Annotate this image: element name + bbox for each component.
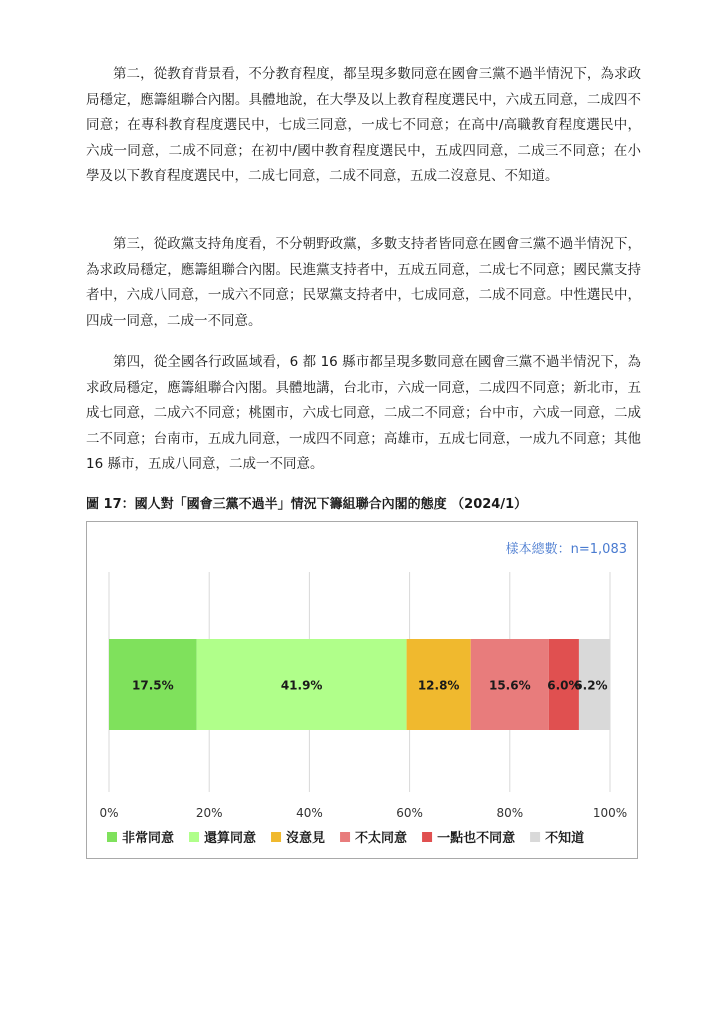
- x-tick-label: 80%: [496, 806, 524, 820]
- stacked-bar-chart: [87, 522, 637, 858]
- x-tick-label: 0%: [99, 806, 119, 820]
- x-tick-label: 20%: [195, 806, 223, 820]
- figure-caption: 圖 17：國人對「國會三黨不過半」情況下籌組聯合內閣的態度 （2024/1）: [86, 497, 528, 512]
- data-label: 41.9%: [280, 678, 323, 693]
- legend-entry: 還算同意: [204, 831, 257, 846]
- legend-swatch: [271, 832, 281, 842]
- legend-swatch: [189, 832, 199, 842]
- data-label: 17.5%: [132, 678, 174, 693]
- legend-entry: 一點也不同意: [437, 831, 516, 846]
- legend-swatch: [530, 832, 540, 842]
- paragraph-party: 第三，從政黨支持角度看，不分朝野政黨，多數支持者皆同意在國會三黨不過半情況下，為求政局穩定，應籌組聯合內閣。民進黨支持者中，五成五同意，二成七不同意；國民黨支持者中，六成八同意，一成六不同意；民眾黨支持者中，七成同意，二成不同意。中性選民中，四成一同意，二成一不同意。: [86, 236, 641, 329]
- legend-entry: 沒意見: [286, 831, 326, 846]
- data-label: 6.0%: [547, 678, 581, 693]
- legend-swatch: [422, 832, 432, 842]
- chart-frame: [86, 521, 638, 859]
- legend-entry: 非常同意: [122, 831, 175, 846]
- legend-entry: 不知道: [545, 831, 585, 846]
- x-tick-label: 100%: [592, 806, 628, 820]
- data-label: 12.8%: [417, 678, 460, 693]
- data-label: 6.2%: [574, 678, 608, 693]
- data-label: 15.6%: [488, 678, 531, 693]
- legend-entry: 不太同意: [355, 831, 408, 846]
- paragraph-education: 第二，從教育背景看，不分教育程度，都呈現多數同意在國會三黨不過半情況下，為求政局穩定，應籌組聯合內閣。具體地說，在大學及以上教育程度選民中，六成五同意，二成四不同意；在專科教育程度選民中，七成三同意，一成七不同意；在高中/高職教育程度選民中，六成一同意，二成不同意；在初中/國中教育程度選民中，五成四同意，二成三不同意；在小學及以下教育程度選民中，二成七同意，二成不同意，五成二沒意見、不知道。: [86, 66, 641, 185]
- sample-size-note: 樣本總數：n=1,083: [505, 542, 627, 557]
- paragraph-region: 第四，從全國各行政區域看，6 都 16 縣市都呈現多數同意在國會三黨不過半情況下，為求政局穩定，應籌組聯合內閣。具體地講，台北市，六成一同意，二成四不同意；新北市，五成七同意，二成六不同意；桃園市，六成七同意，二成二不同意；台中市，六成一同意，二成二不同意；台南市，五成九同意，一成四不同意；高雄市，五成七同意，一成九不同意；其他 16 縣市，五成八同意，二成一不同意。: [86, 354, 641, 473]
- x-tick-label: 40%: [296, 806, 323, 820]
- x-tick-label: 60%: [396, 806, 423, 820]
- legend-swatch: [107, 832, 117, 842]
- legend-swatch: [340, 832, 350, 842]
